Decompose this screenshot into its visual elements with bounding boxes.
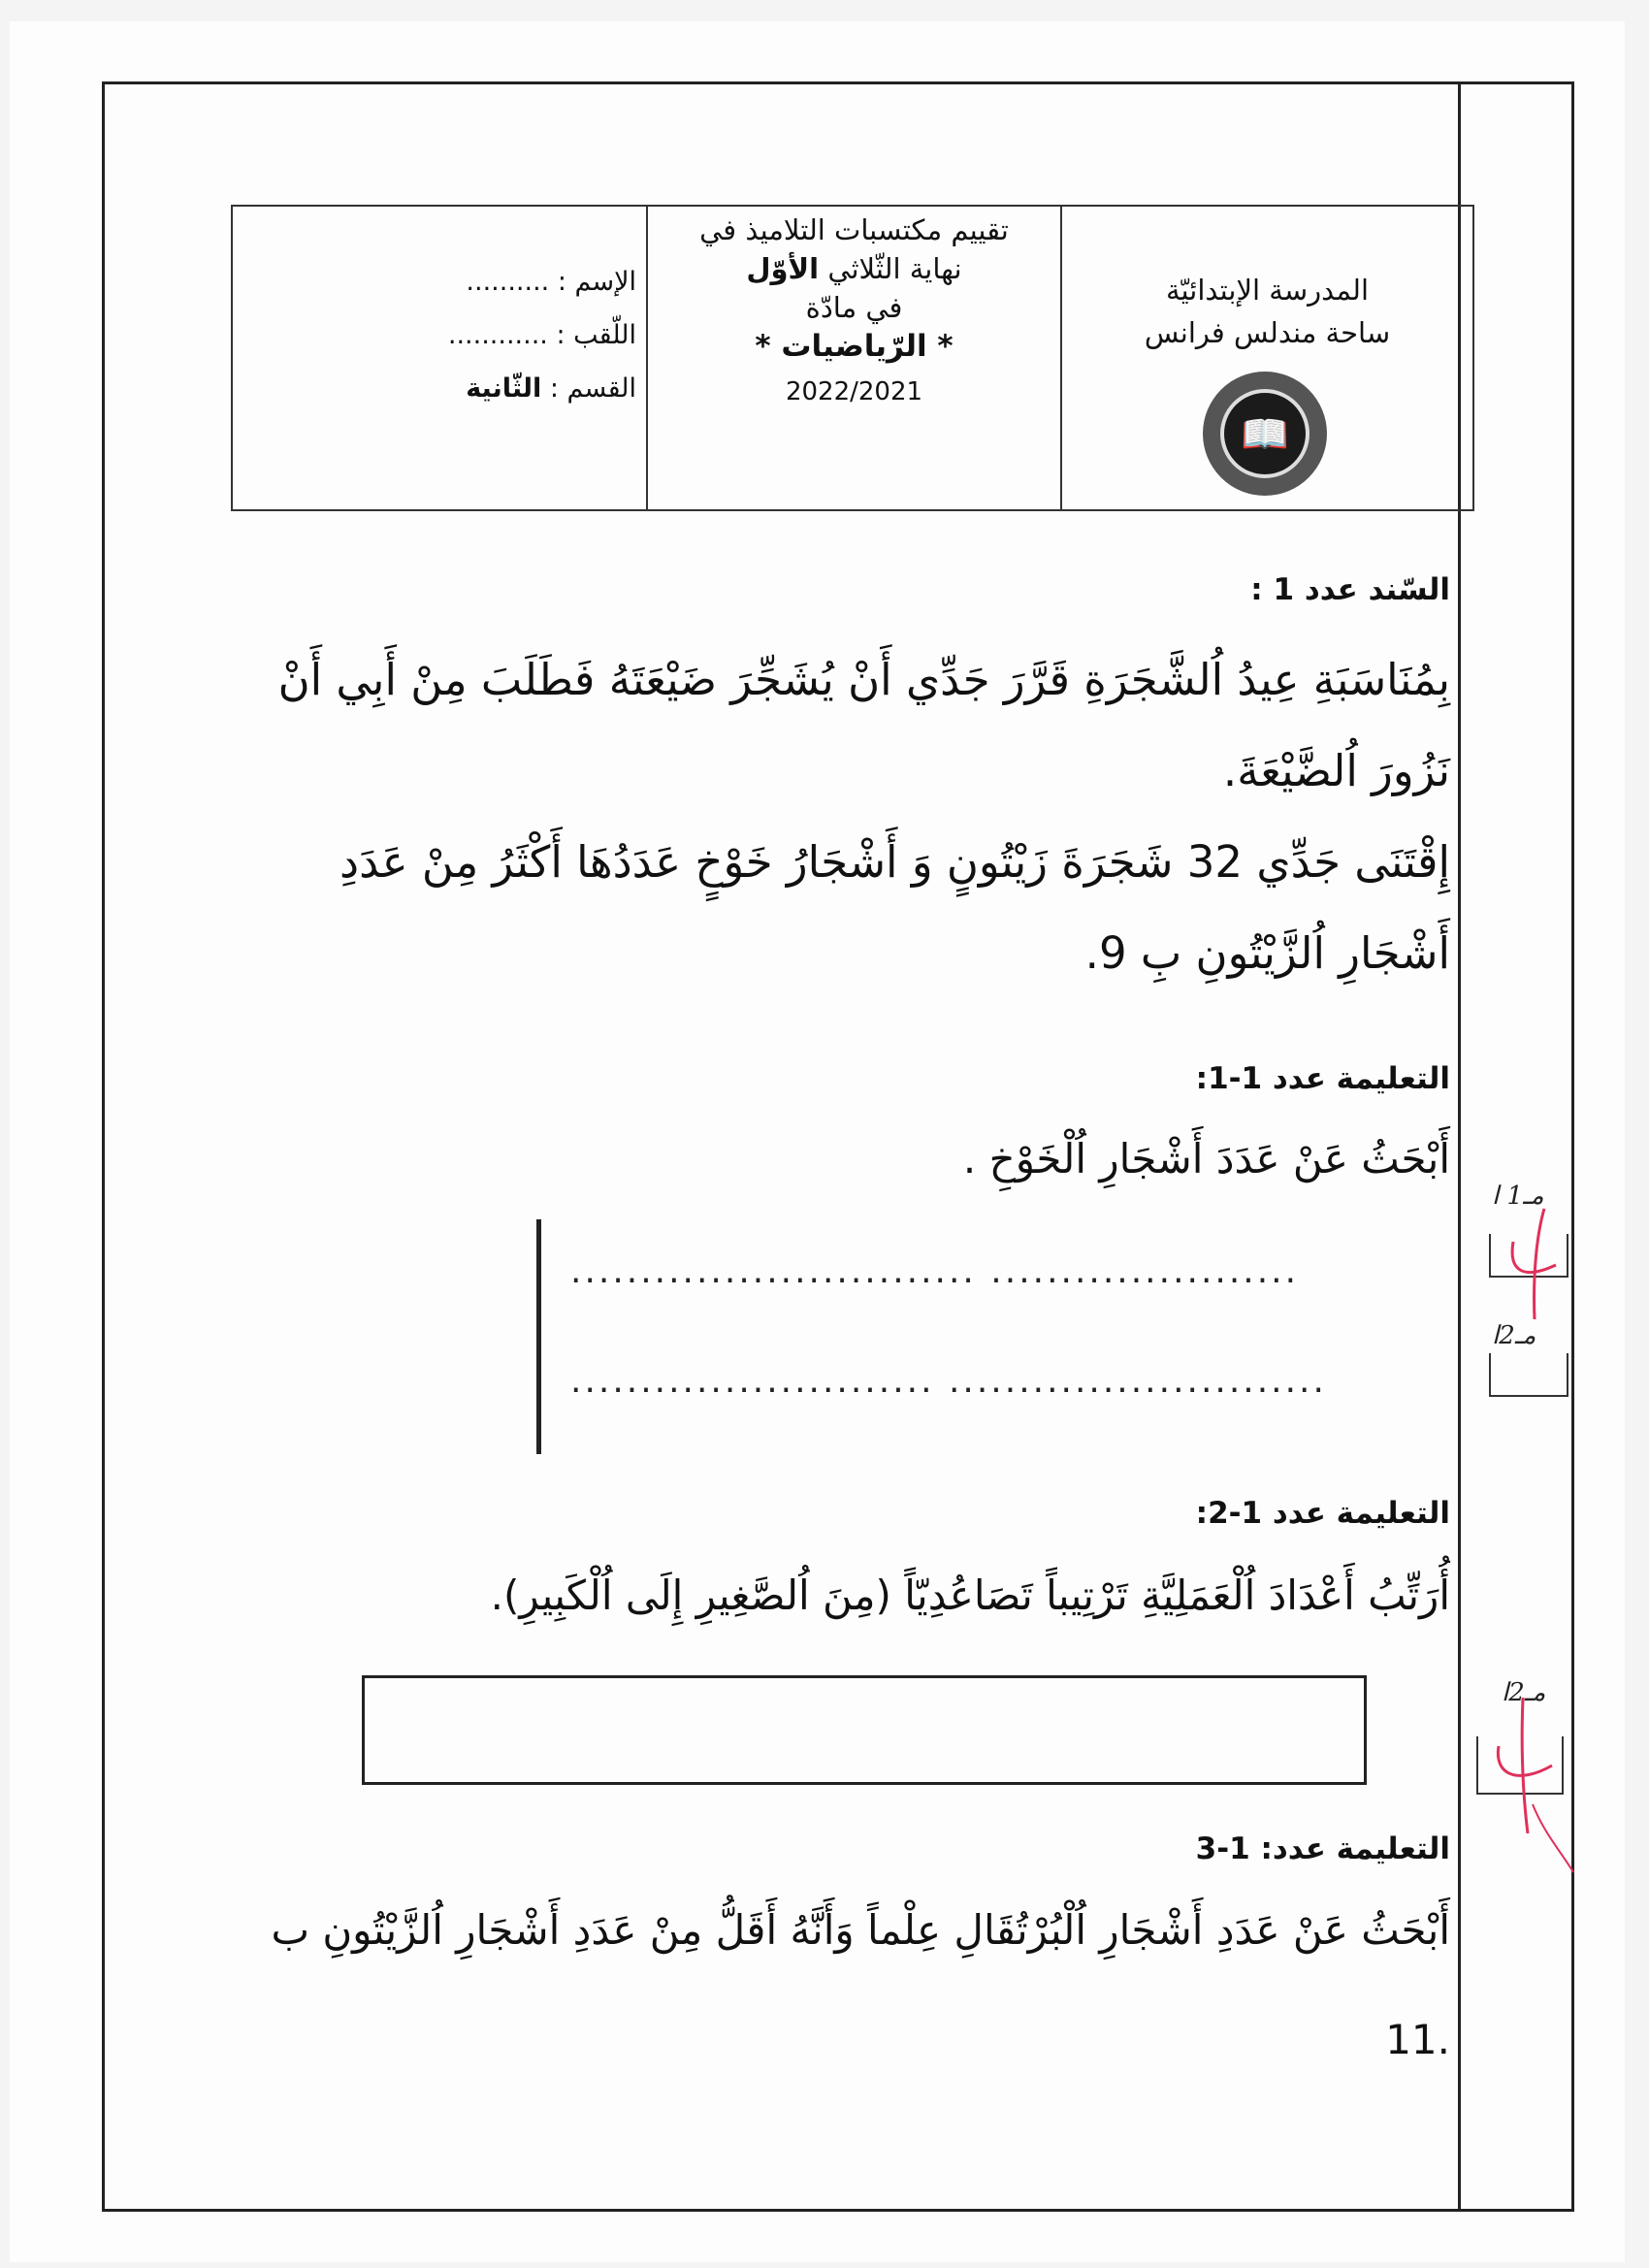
school-logo-icon <box>1203 372 1327 496</box>
criterion-mark-box[interactable] <box>1489 1353 1568 1397</box>
class-label: القسم : <box>549 373 636 404</box>
support-line: بِمُنَاسَبَةِ عِيدُ اُلشَّجَرَةِ قَرَّرَ جَدِّي أَنْ يُشَجِّرَ ضَيْعَتَهُ فَطَلَبَ مِنْ أَبِي أَنْ <box>277 654 1450 705</box>
exam-title-term-prefix: نهاية الثّلاثي <box>827 252 962 285</box>
question-1-3-text: أَبْحَثُ عَنْ عَدَدِ أَشْجَارِ اُلْبُرْتُقَالِ عِلْماً وَأَنَّهُ أَقَلُّ مِنْ عَدَدِ أَشْجَارِ اُلزَّيْتُونِ ب <box>271 1906 1450 1954</box>
red-pen-mark-icon <box>1484 1688 1581 1882</box>
pupil-info-cell <box>233 207 648 509</box>
answer-divider <box>536 1219 541 1454</box>
question-1-3-text-end: .11 <box>1385 2016 1450 2063</box>
support-text <box>189 634 1450 999</box>
name-blank[interactable]: .......... <box>466 267 550 297</box>
school-name <box>1062 269 1472 354</box>
answer-line[interactable]: .......................... ........................... <box>570 1361 1327 1401</box>
support-line: نَزُورَ اُلضَّيْعَةَ. <box>1222 745 1450 796</box>
surname-label: اللّقب : <box>556 320 636 350</box>
name-line <box>466 267 636 297</box>
name-label: الإسم : <box>557 267 636 297</box>
question-1-3-heading: التعليمة عدد: 1-3 <box>1195 1831 1450 1866</box>
support-heading: السّند عدد 1 : <box>1250 572 1450 607</box>
school-cell <box>1062 207 1472 509</box>
exam-title-line1: تقييم مكتسبات التلاميذ في <box>699 213 1009 246</box>
question-1-2-text: أُرَتِّبُ أَعْدَادَ اُلْعَمَلِيَّةِ تَرْتِيباً تَصَاعُدِيّاً (مِنَ اُلصَّغِيرِ إِلَى اُلْكَبِيرِ). <box>490 1571 1450 1619</box>
exam-title-line3: في مادّة <box>805 291 903 324</box>
criterion-label: مـ2ا <box>1502 1678 1546 1707</box>
exam-title-line2 <box>648 249 1060 288</box>
school-name-line1: المدرسة الإبتدائيّة <box>1165 274 1370 307</box>
exam-title-cell <box>648 207 1062 509</box>
red-pen-mark-icon <box>1494 1203 1571 1329</box>
class-value: الثّانية <box>466 373 542 404</box>
ordering-answer-box[interactable] <box>362 1675 1367 1785</box>
exam-header <box>231 205 1474 511</box>
answer-line[interactable]: ............................. ...................... <box>570 1251 1300 1291</box>
support-line: إِقْتَنَى جَدِّي 32 شَجَرَةَ زَيْتُونٍ وَ أَشْجَارُ خَوْخٍ عَدَدُهَا أَكْثَرُ مِنْ عَدَدِ <box>340 836 1450 888</box>
question-1-1-text: أَبْحَثُ عَنْ عَدَدَ أَشْجَارِ اُلْخَوْخِ . <box>962 1135 1450 1183</box>
exam-title-term: الأوّل <box>746 252 820 285</box>
book-reader-icon: 📖 <box>1220 389 1310 478</box>
question-1-2-heading: التعليمة عدد 1-2: <box>1195 1496 1450 1531</box>
criterion-label: مـ2ا <box>1492 1321 1536 1350</box>
school-name-line2: ساحة مندلس فرانس <box>1144 316 1391 349</box>
school-year: 2022/2021 <box>785 377 923 406</box>
class-line <box>466 373 636 404</box>
support-line: أَشْجَارِ اُلزَّيْتُونِ بِ 9. <box>1084 927 1450 979</box>
surname-line <box>448 320 636 350</box>
question-1-1-heading: التعليمة عدد 1-1: <box>1195 1061 1450 1096</box>
surname-blank[interactable]: ............ <box>447 320 548 350</box>
criterion-label: مـ1 ا <box>1492 1182 1544 1211</box>
exam-subject: * الرّياضيات * <box>755 329 954 364</box>
